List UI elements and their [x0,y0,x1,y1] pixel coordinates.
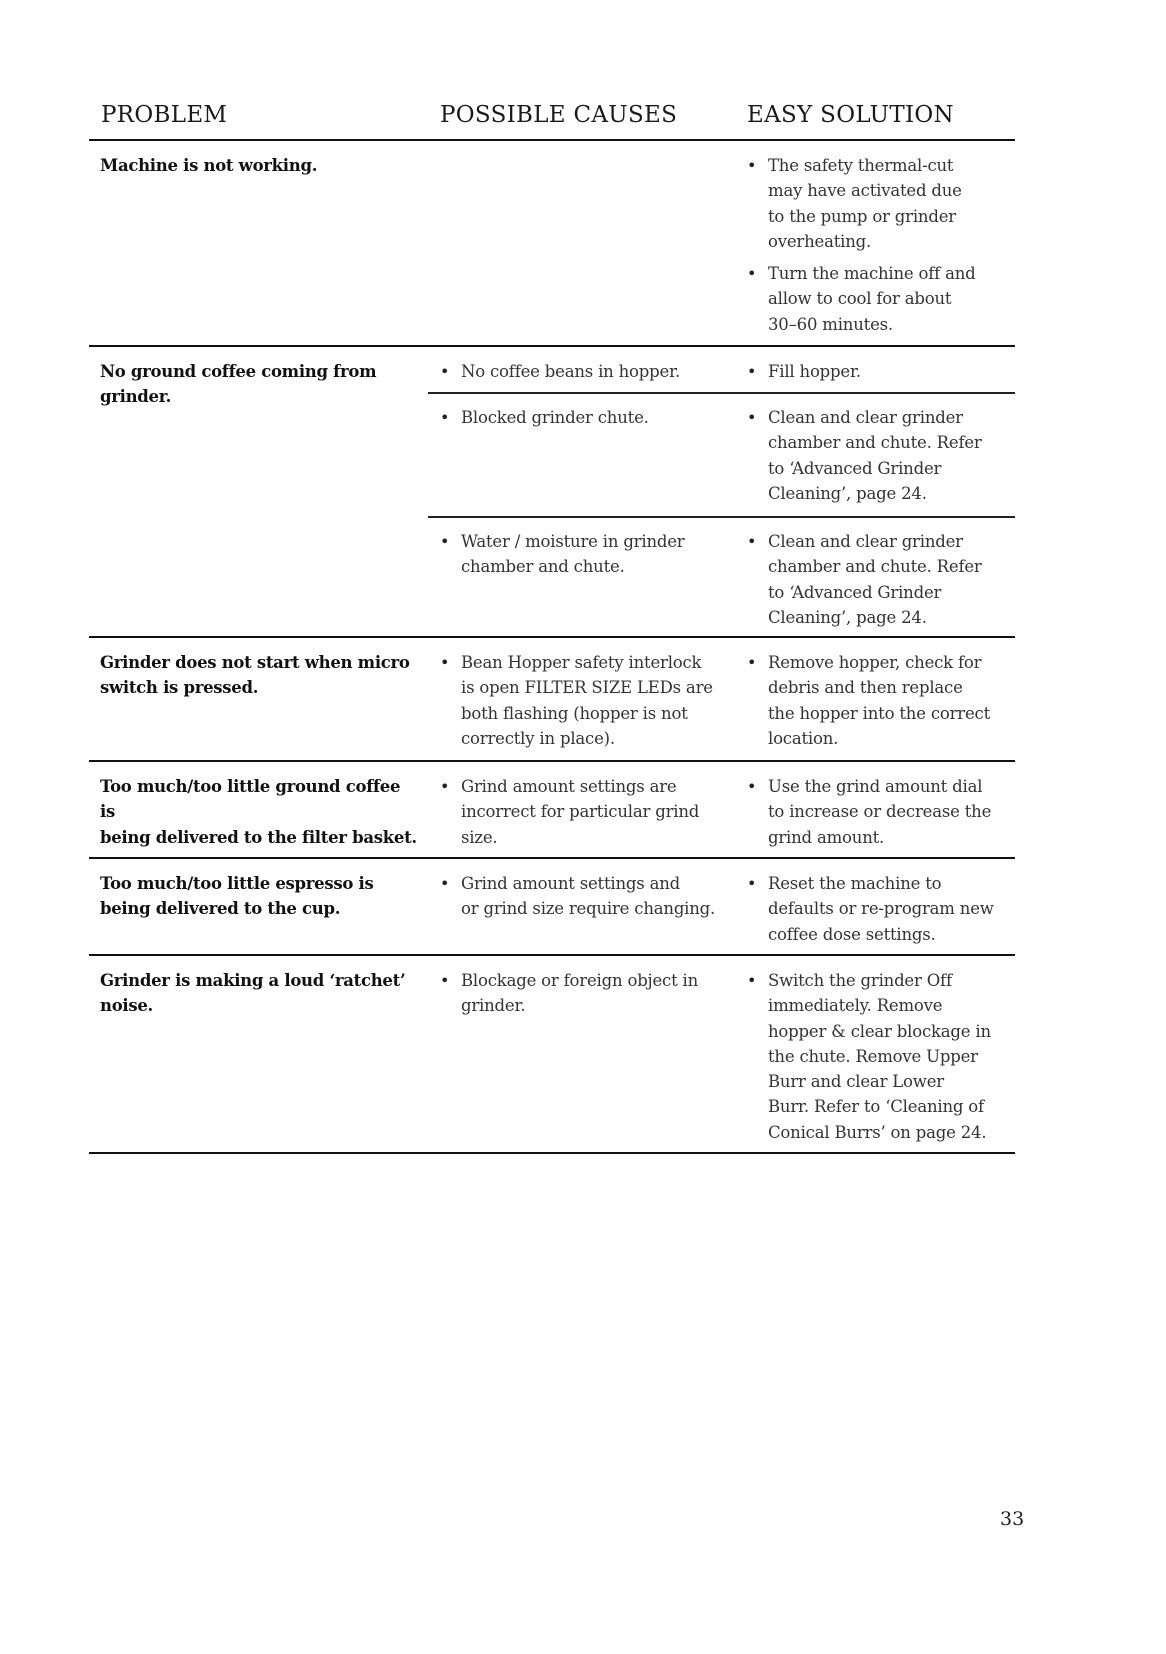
bullet-icon: • [747,777,757,796]
cause-item: Blocked grinder chute. [461,408,649,427]
solution-item: Remove hopper, check for debris and then replace the hopper into the correct location. [768,653,991,748]
problem-text: Grinder is making a loud ‘ratchet’ noise. [100,971,406,1016]
subrow-divider [428,392,1015,394]
row-divider [89,1152,1015,1154]
bullet-icon: • [440,532,450,551]
bullet-icon: • [440,362,450,381]
cause-item: Water / moisture in grinder chamber and chute. [461,532,685,577]
bullet-icon: • [440,653,450,672]
bullet-icon: • [440,777,450,796]
solution-item: Switch the grinder Off immediately. Remove hopper & clear blockage in the chute. Remove Upper Burr and clear Lower Burr. Refer to ‘Cleaning of Conical Burrs’ on page 24. [768,971,991,1142]
cause-item: Bean Hopper safety interlock is open FILTER SIZE LEDs are both flashing (hopper is not correctly in place). [461,653,713,748]
problem-text: Too much/too little ground coffee is being delivered to the filter basket. [100,777,417,847]
solution-item: Clean and clear grinder chamber and chute. Refer to ‘Advanced Grinder Cleaning’, page 24. [768,532,982,627]
row-divider [89,636,1015,638]
problem-text: No ground coffee coming from grinder. [100,362,377,407]
subrow-divider [428,516,1015,518]
bullet-icon: • [747,971,757,990]
bullet-icon: • [440,874,450,893]
header-possible-causes: POSSIBLE CAUSES [440,102,678,128]
problem-text: Too much/too little espresso is being delivered to the cup. [100,874,374,919]
bullet-icon: • [747,362,757,381]
page-number: 33 [1000,1508,1025,1530]
problem-text: Grinder does not start when micro switch is pressed. [100,653,410,698]
header-easy-solution: EASY SOLUTION [747,102,954,128]
bullet-icon: • [747,532,757,551]
solution-item: Clean and clear grinder chamber and chute. Refer to ‘Advanced Grinder Cleaning’, page 24. [768,408,982,503]
cause-item: Grind amount settings and or grind size require changing. [461,874,716,919]
solution-item: Turn the machine off and allow to cool for about 30–60 minutes. [768,264,976,334]
row-divider [89,857,1015,859]
solution-item: Reset the machine to defaults or re-program new coffee dose settings. [768,874,994,944]
bullet-icon: • [440,408,450,427]
bullet-icon: • [747,653,757,672]
problem-text: Machine is not working. [100,156,318,175]
bullet-icon: • [747,156,757,175]
bullet-icon: • [747,874,757,893]
cause-item: No coffee beans in hopper. [461,362,681,381]
header-rule [89,139,1015,141]
solution-item: Fill hopper. [768,362,861,381]
row-divider [89,345,1015,347]
bullet-icon: • [747,408,757,427]
solution-item: Use the grind amount dial to increase or decrease the grind amount. [768,777,992,847]
row-divider [89,760,1015,762]
bullet-icon: • [747,264,757,284]
row-divider [89,954,1015,956]
header-problem: PROBLEM [101,102,228,128]
bullet-icon: • [440,971,450,990]
solution-item: The safety thermal-cut may have activated due to the pump or grinder overheating. [768,156,962,251]
cause-item: Blockage or foreign object in grinder. [461,971,699,1016]
cause-item: Grind amount settings are incorrect for particular grind size. [461,777,700,847]
